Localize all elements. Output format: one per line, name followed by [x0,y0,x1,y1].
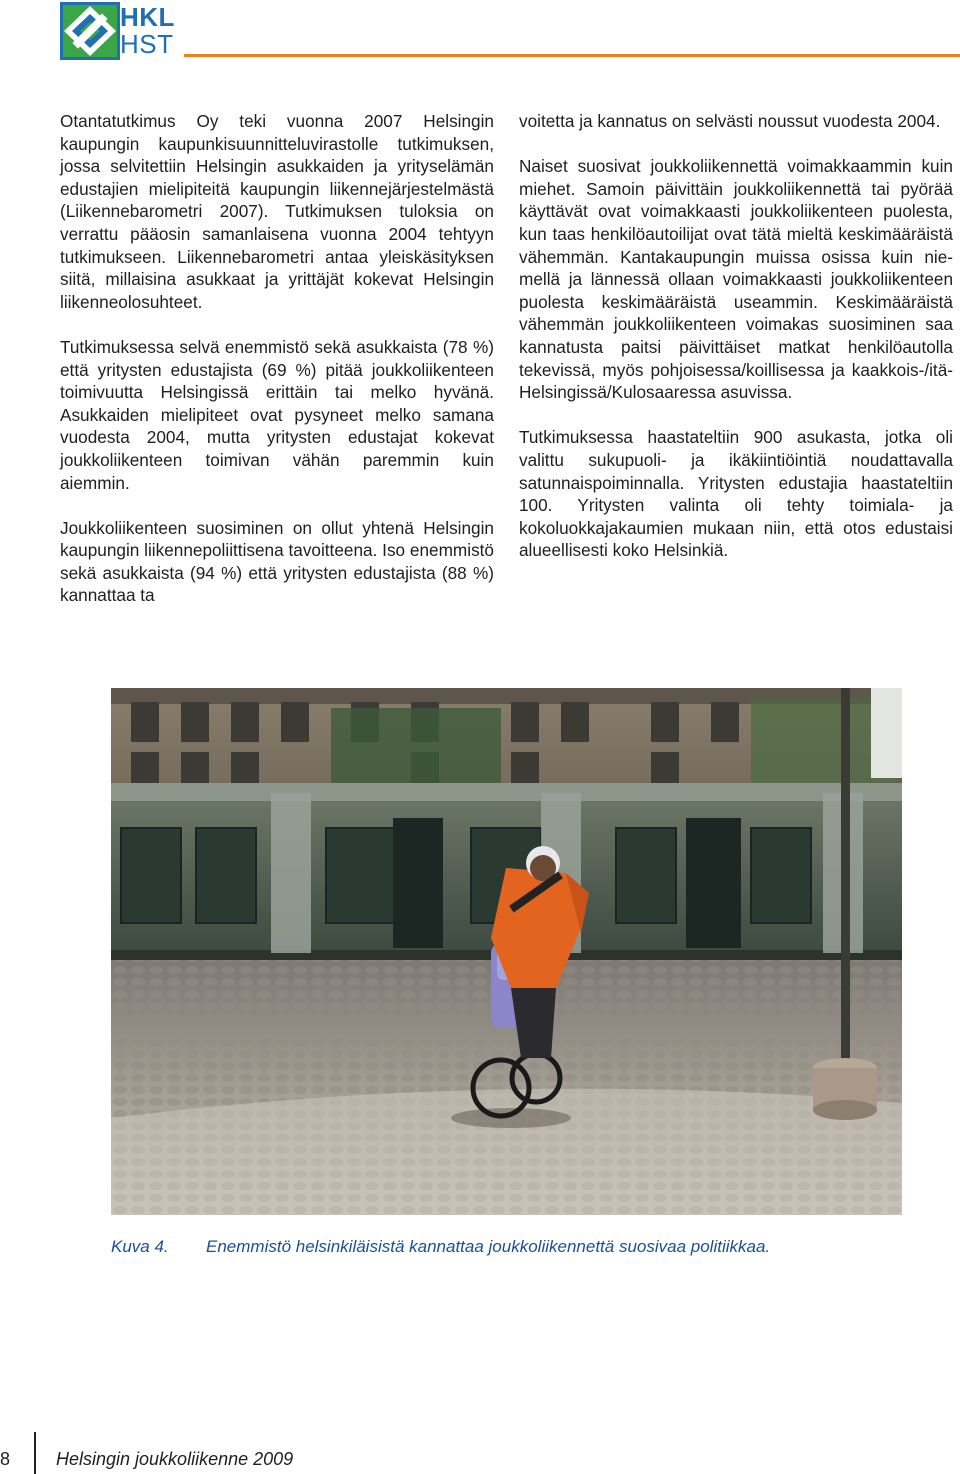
figure-caption [111,1236,770,1258]
paragraph: Otantatutkimus Oy teki vuonna 2007 Helsingin kaupungin kaupunkisuunnitteluvirastolle tutkimuksen, jossa selvitettiin Helsingin asukkaiden ja yrityselämän edustajien mielipiteitä kaupungin liikennejärjestelmästä (Liikennebarometri 2007). Tutkimuksen tuloksia on verrattu pääosin samanlaisena vuonna 2004 tehtyyn tutkimukseen. Liikennebarometri antaa yleiskäsityksen siitä, millaisina asukkaat ja yrittäjät kokevat Helsingin liikenneolosuhteet. [60,111,494,312]
photo-illustration [111,688,902,1215]
paragraph: voitetta ja kannatus on selvästi noussut vuodesta 2004. [519,111,941,131]
paragraph: Tutkimuksessa selvä enemmistö sekä asukkaista (78 %) että yritysten edustajista (69 %) pitää joukkoliikenteen toimivuutta Helsingissä erittäin tai melko hyvänä. Asukkaiden mielipiteet ovat pysyneet melko samana vuodesta 2004, mutta yritysten edustajat kokevat joukkoliikenteen toimivan vähän paremmin kuin aiemmin. [60,336,494,493]
logo-text-hkl: HKL [120,2,175,32]
hkl-hst-logo [60,2,184,60]
article-column-right [519,110,953,584]
paragraph: Joukkoliikenteen suosiminen on ollut yhtenä Helsingin kaupungin liikennepoliittisena tavoitteena. Iso enemmistö sekä asukkaista (94 %) että yritysten edustajista (88 %) kannattaa ta [60,517,494,606]
tram-cyclist-photo [111,688,902,1215]
page-number: 8 [0,1449,11,1469]
paragraph: Naiset suosivat joukkoliikennettä voimakkaammin kuin miehet. Samoin päivittäin joukkoliikennettä tai pyörää käyttävät ovat voimakkaasti joukkoliikenteen puolesta, kun taas henkilöautoilijat ovat tätä mieltä keskimääräistä vähemmän. Kantakaupungin muissa osissa kuin niemellä ja lännessä ollaan voimakkaasti joukkoliikenteen puolesta keskimääräistä useammin. Keskimääräistä vähemmän joukkoliikenteen voimakas suosiminen saa kannatusta paitsi päivittäiset matkat henkilöautolla tekevissä, myös pohjoisessa/koillisessa ja kaakkois-/itä-Helsingissä/Kulosaaressa asuvissa. [519,156,953,403]
figure-number: Kuva 4. [111,1237,169,1256]
publication-title: Helsingin joukkoliikenne 2009 [56,1449,294,1469]
article-column-left [60,110,494,630]
hkl-logo-mark-icon [60,2,120,60]
logo-text-hst: HST [120,29,174,59]
header-divider [184,54,960,57]
figure-caption-text: Enemmistö helsinkiläisistä kannattaa joukkoliikennettä suosivaa politiikkaa. [206,1237,771,1256]
footer-divider [34,1432,36,1474]
paragraph: Tutkimuksessa haastateltiin 900 asukasta, jotka oli valittu sukupuoli- ja ikäkiintiöintiä noudattavalla satunnaispoiminnalla. Yritysten edustajia haastateltiin 100. Yritysten valinta oli tehty toimiala- ja kokoluokkajakaumien mukaan niin, että otos edustaisi alueellisesti koko Helsinkiä. [519,427,953,561]
